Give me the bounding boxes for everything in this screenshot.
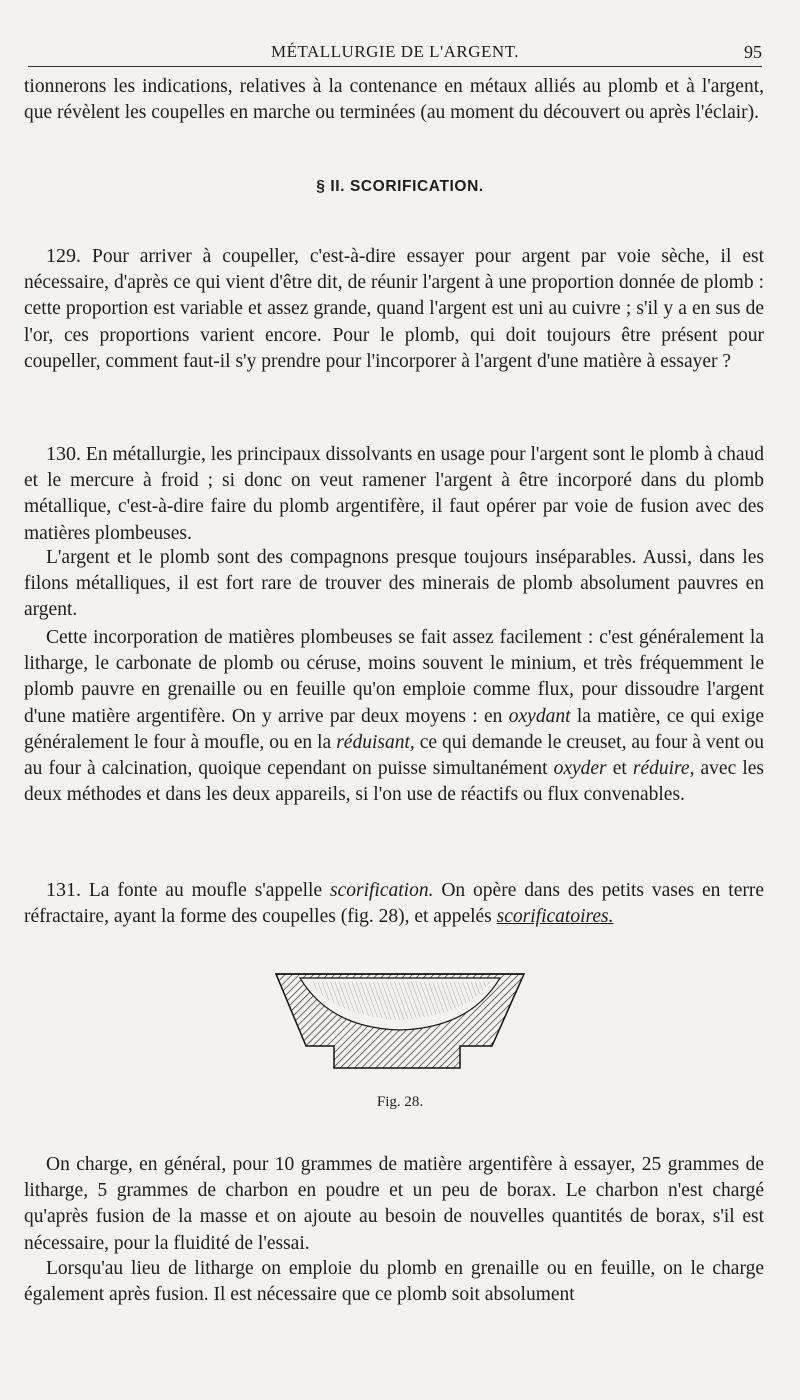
paragraph-129 [24,243,764,375]
emphasis-oxyder: oxyder [553,758,607,780]
paragraph-131 [24,877,764,930]
paragraph-text: Lorsqu'au lieu de litharge on emploie du plomb en grenaille ou en feuille, on le charge également après fusion. Il est nécessaire que ce plomb soit absolument [24,1258,764,1306]
emphasis-reduire: réduire, [632,758,695,780]
paragraph-number: 130. [46,443,81,465]
paragraph-130-b [24,545,764,624]
emphasis-oxydant: oxydant [508,705,571,727]
intro-text: tionnerons les indications, relatives à la contenance en métaux alliés au plomb et à l'argent, que révèlent les coupelles en marche ou terminées (au moment du découvert ou après l'éclair). [24,76,764,124]
page-number: 95 [744,42,762,62]
figure-28-scorifier-drawing [270,968,530,1080]
paragraph-text: La fonte au moufle s'appelle [88,880,330,901]
paragraph-lorsque [24,1256,764,1308]
figure-caption: Fig. 28. [376,1094,424,1110]
paragraph-130 [24,441,764,547]
paragraph-text: On charge, en général, pour 10 grammes de matière argentifère à essayer, 25 grammes de litharge, 5 grammes de charbon en poudre et un peu de borax. Le charbon n'est chargé qu'après fusion de la masse et on ajoute au besoin de nouvelles quantités de borax, s'il est nécessaire, pour la fluidité de l'essai. [24,1154,764,1254]
paragraph-text: ce qui demande le creuset, au four à vent ou au four à calcination, quoique cependant on puisse simultanément [24,731,764,780]
paragraph-text: avec les deux méthodes et dans les deux appareils, si l'on use de réactifs ou flux convenables. [24,758,764,806]
section-heading: § II. SCORIFICATION. [316,178,484,195]
running-title: MÉTALLURGIE DE L'ARGENT. [270,42,520,61]
emphasis-reduisant: réduisant, [336,731,415,753]
paragraph-text: la matière, ce qui exige généralement le four à moufle, ou en la [24,705,764,753]
page-header [28,38,762,67]
paragraph-text: On opère dans des petits vases en terre réfractaire, ayant la forme des coupelles (fig. 28), et appelés [24,880,765,928]
emphasis-scorification: scorification. [330,880,434,901]
paragraph-text: Cette incorporation de matières plombeuses se fait assez facilement : c'est généralement la litharge, le carbonate de plomb ou céruse, moins souvent le minium, et très fréquemment le plomb pauvre en grenaille ou en feuille qu'on emploie comme flux, pour dissoudre l'argent d'une matière argentifère. On y arrive par deux moyens : en [24,627,764,727]
intro-paragraph [24,74,764,126]
paragraph-text: En métallurgie, les principaux dissolvants en usage pour l'argent sont le plomb à chaud et le mercure à froid ; si donc on veut ramener l'argent à être incorporé dans du plomb métallique, c'est-à-dire faire du plomb argentifère, il faut opérer par voie de fusion avec des matières plombeuses. [24,444,765,544]
paragraph-charge [24,1152,764,1257]
emphasis-scorificatoires: scorificatoires. [496,906,614,928]
paragraph-number: 131. [46,879,81,901]
paragraph-text: et [606,758,633,780]
paragraph-number: 129. [46,245,81,267]
paragraph-text: L'argent et le plomb sont des compagnons presque toujours inséparables. Aussi, dans les filons métalliques, il est fort rare de trouver des minerais de plomb absolument pauvres en argent. [24,547,764,621]
paragraph-130-c [24,625,764,808]
paragraph-text: Pour arriver à coupeller, c'est-à-dire essayer pour argent par voie sèche, il est nécessaire, d'après ce qui vient d'être dit, de réunir l'argent à une proportion donnée de plomb : cette proportion est variable et assez grande, quand l'argent est uni au cuivre ; s'il y a en sus de l'or, ces proportions varient encore. Pour le plomb, qui doit toujours être présent pour coupeller, comment faut-il s'y prendre pour l'incorporer à l'argent d'une matière à essayer ? [24,246,765,372]
